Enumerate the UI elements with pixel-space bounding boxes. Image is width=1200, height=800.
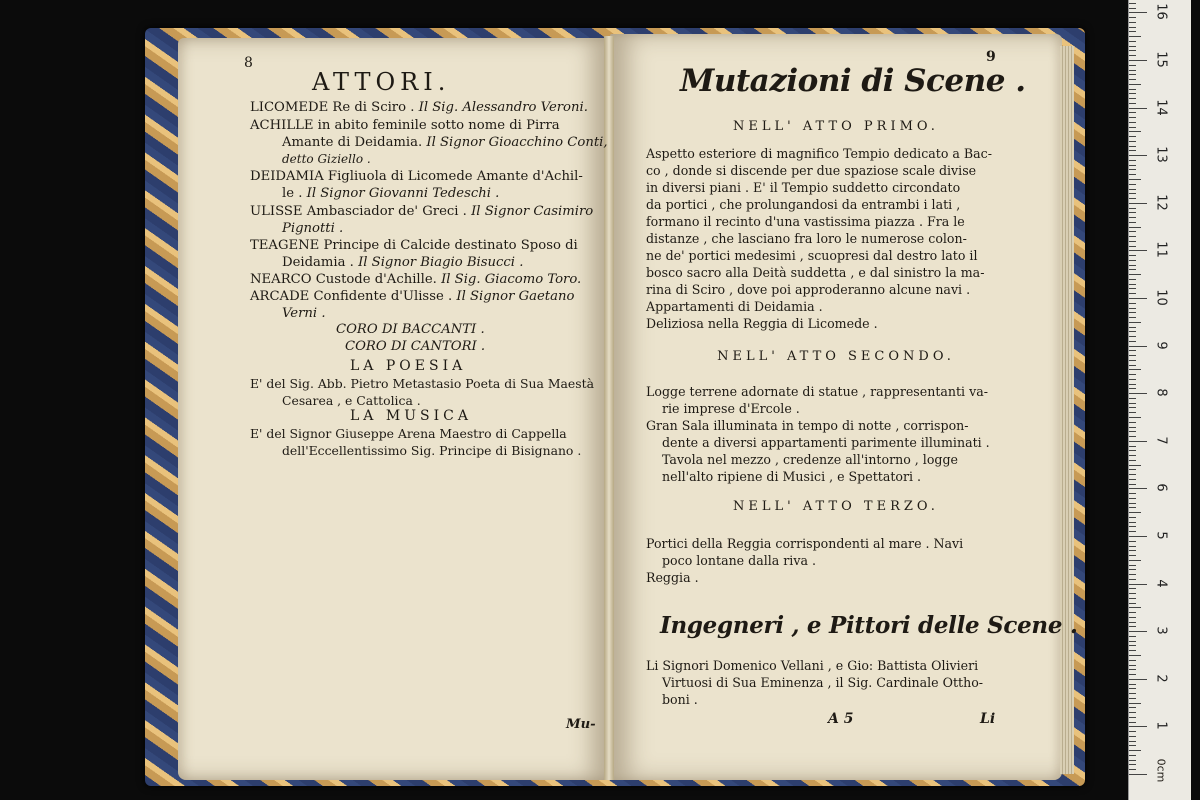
- cast-line: ACHILLE in abito feminile sotto nome di Pirra: [250, 118, 560, 133]
- ruler-tick: [1129, 193, 1136, 194]
- ruler-tick: [1129, 203, 1147, 204]
- ruler-tick: [1129, 22, 1136, 23]
- engineers-title: Ingegneri , e Pittori delle Scene .: [660, 612, 1078, 639]
- ruler-tick: [1129, 612, 1136, 613]
- act2-heading: NELL' ATTO SECONDO.: [717, 349, 955, 364]
- ruler-tick: [1129, 407, 1136, 408]
- ruler-tick: [1129, 474, 1136, 475]
- ruler-tick: [1129, 603, 1136, 604]
- cast-line: Verni .: [282, 306, 326, 321]
- ruler-number: 9: [1153, 340, 1169, 350]
- ruler-tick: [1129, 98, 1136, 99]
- ruler-tick: [1129, 465, 1141, 466]
- ruler-tick: [1129, 774, 1147, 775]
- ruler-tick: [1129, 322, 1141, 323]
- ruler-tick: [1129, 674, 1136, 675]
- ruler-tick: [1129, 208, 1136, 209]
- musica-line: dell'Eccellentissimo Sig. Principe di Bisignano .: [282, 443, 582, 458]
- ruler-tick: [1129, 12, 1147, 13]
- ruler-tick: [1129, 403, 1136, 404]
- act1-line: formano il recinto d'una vastissima piazza . Fra le: [646, 214, 965, 229]
- ruler-tick: [1129, 41, 1136, 42]
- ruler-tick: [1129, 707, 1136, 708]
- engineers-line: Virtuosi di Sua Eminenza , il Sig. Cardinale Ottho-: [662, 675, 984, 690]
- engineers-line: Li Signori Domenico Vellani , e Gio: Battista Olivieri: [646, 658, 979, 673]
- ruler-tick: [1129, 412, 1136, 413]
- ruler-tick: [1129, 565, 1136, 566]
- ruler-tick: [1129, 60, 1147, 61]
- cast-line: ULISSE Ambasciador de' Greci . Il Signor Casimiro: [250, 204, 594, 219]
- ruler-tick: [1129, 312, 1136, 313]
- ruler-tick: [1129, 79, 1136, 80]
- ruler-tick: [1129, 184, 1136, 185]
- act1-line: bosco sacro alla Deità suddetta , e dal sinistro la ma-: [646, 265, 985, 280]
- act1-line: da portici , che prolungandosi da entrambi i lati ,: [646, 197, 961, 212]
- ruler-tick: [1129, 293, 1136, 294]
- ruler-tick: [1129, 36, 1141, 37]
- page-edges: [1060, 46, 1074, 774]
- ruler-tick: [1129, 450, 1136, 451]
- ruler-tick: [1129, 241, 1136, 242]
- cast-line: Deidamia . Il Signor Biagio Bisucci .: [282, 255, 524, 270]
- ruler-tick: [1129, 222, 1136, 223]
- ruler-unit: 0cm: [1154, 758, 1168, 783]
- ruler-tick: [1129, 698, 1136, 699]
- ruler-tick: [1129, 631, 1147, 632]
- ruler-tick: [1129, 369, 1141, 370]
- ruler-tick: [1129, 260, 1136, 261]
- act2-line: rie imprese d'Ercole .: [662, 401, 800, 416]
- cast-line: Amante di Deidamia. Il Signor Gioacchino Conti,: [282, 135, 608, 150]
- ruler-tick: [1129, 546, 1136, 547]
- cast-line: TEAGENE Principe di Calcide destinato Sposo di: [250, 238, 578, 253]
- cast-line: LICOMEDE Re di Sciro . Il Sig. Alessandro Veroni.: [250, 100, 588, 115]
- ruler-tick: [1129, 726, 1147, 727]
- ruler-tick: [1129, 274, 1141, 275]
- ruler-tick: [1129, 3, 1136, 4]
- act1-line: ne de' portici medesimi , scuopresi dal destro lato il: [646, 248, 978, 263]
- act3-line: Reggia .: [646, 570, 699, 585]
- ruler-tick: [1129, 436, 1136, 437]
- ruler-number: 8: [1153, 388, 1169, 397]
- ruler-tick: [1129, 393, 1147, 394]
- ruler-tick: [1129, 579, 1136, 580]
- poesia-line: Cesarea , e Cattolica .: [282, 393, 421, 408]
- ruler-tick: [1129, 250, 1147, 251]
- ruler-tick: [1129, 469, 1136, 470]
- ruler-tick: [1129, 236, 1136, 237]
- ruler-number: 10: [1153, 289, 1169, 306]
- ruler-tick: [1129, 279, 1136, 280]
- ruler-tick: [1129, 112, 1136, 113]
- chorus-bacchantes: CORO DI BACCANTI .: [336, 322, 485, 337]
- ruler-tick: [1129, 745, 1136, 746]
- ruler-tick: [1129, 336, 1136, 337]
- ruler-tick: [1129, 717, 1136, 718]
- ruler-tick: [1129, 308, 1136, 309]
- act1-line: rina di Sciro , dove poi approderanno alcune navi .: [646, 282, 971, 297]
- ruler-tick: [1129, 70, 1136, 71]
- ruler-tick: [1129, 265, 1136, 266]
- ruler-number: 6: [1153, 483, 1169, 493]
- ruler-tick: [1129, 488, 1147, 489]
- ruler-tick: [1129, 541, 1136, 542]
- ruler-tick: [1129, 136, 1136, 137]
- musica-line: E' del Signor Giuseppe Arena Maestro di Cappella: [250, 426, 567, 441]
- ruler-tick: [1129, 722, 1136, 723]
- attori-title: ATTORI.: [312, 68, 451, 96]
- ruler-tick: [1129, 384, 1136, 385]
- ruler-number: 13: [1153, 146, 1169, 163]
- ruler-tick: [1129, 303, 1136, 304]
- ruler-number: 11: [1153, 241, 1169, 259]
- ruler-tick: [1129, 531, 1136, 532]
- ruler-tick: [1129, 574, 1136, 575]
- ruler-tick: [1129, 117, 1136, 118]
- cast-line: le . Il Signor Giovanni Tedeschi .: [282, 186, 500, 201]
- ruler-tick: [1129, 108, 1147, 109]
- ruler-tick: [1129, 150, 1136, 151]
- ruler-tick: [1129, 174, 1136, 175]
- ruler-tick: [1129, 89, 1136, 90]
- ruler-tick: [1129, 169, 1136, 170]
- ruler-tick: [1129, 560, 1141, 561]
- ruler-tick: [1129, 665, 1136, 666]
- ruler-tick: [1129, 231, 1136, 232]
- act2-line: nell'alto ripiene di Musici , e Spettatori .: [662, 469, 922, 484]
- ruler-tick: [1129, 503, 1136, 504]
- ruler-tick: [1129, 641, 1136, 642]
- ruler-tick: [1129, 55, 1136, 56]
- ruler-number: 4: [1153, 578, 1169, 588]
- ruler-tick: [1129, 655, 1141, 656]
- ruler-tick: [1129, 350, 1136, 351]
- act2-line: Logge terrene adornate di statue , rappresentanti va-: [646, 384, 988, 399]
- ruler-tick: [1129, 317, 1136, 318]
- ruler-tick: [1129, 460, 1136, 461]
- left-catchword: Mu-: [566, 717, 596, 732]
- right-page-number: 9: [986, 49, 996, 65]
- cast-line: DEIDAMIA Figliuola di Licomede Amante d'Achil-: [250, 169, 583, 184]
- measuring-ruler: [1128, 0, 1191, 800]
- ruler-tick: [1129, 607, 1141, 608]
- ruler-tick: [1129, 8, 1136, 9]
- ruler-tick: [1129, 17, 1136, 18]
- ruler-number: 14: [1153, 98, 1169, 116]
- ruler-tick: [1129, 212, 1136, 213]
- poesia-heading: LA POESIA: [350, 358, 467, 374]
- ruler-tick: [1129, 217, 1136, 218]
- engineers-line: boni .: [662, 692, 698, 707]
- ruler-tick: [1129, 569, 1136, 570]
- ruler-tick: [1129, 179, 1141, 180]
- ruler-tick: [1129, 189, 1136, 190]
- right-catchword: Li: [980, 711, 996, 727]
- ruler-tick: [1129, 750, 1141, 751]
- ruler-tick: [1129, 131, 1141, 132]
- ruler-tick: [1129, 284, 1136, 285]
- ruler-tick: [1129, 660, 1136, 661]
- ruler-tick: [1129, 446, 1136, 447]
- ruler-tick: [1129, 736, 1136, 737]
- ruler-tick: [1129, 431, 1136, 432]
- ruler-tick: [1129, 703, 1141, 704]
- chorus-singers: CORO DI CANTORI .: [345, 339, 486, 354]
- ruler-tick: [1129, 693, 1136, 694]
- ruler-tick: [1129, 74, 1136, 75]
- ruler-number: 3: [1153, 626, 1169, 635]
- ruler-tick: [1129, 645, 1136, 646]
- ruler-number: 16: [1153, 3, 1169, 21]
- ruler-tick: [1129, 522, 1136, 523]
- ruler-tick: [1129, 741, 1136, 742]
- ruler-tick: [1129, 669, 1136, 670]
- ruler-tick: [1129, 341, 1136, 342]
- ruler-tick: [1129, 498, 1136, 499]
- ruler-tick: [1129, 374, 1136, 375]
- ruler-tick: [1129, 398, 1136, 399]
- ruler-tick: [1129, 146, 1136, 147]
- ruler-tick: [1129, 684, 1136, 685]
- ruler-tick: [1129, 46, 1136, 47]
- ruler-tick: [1129, 679, 1147, 680]
- ruler-tick: [1129, 379, 1136, 380]
- musica-heading: LA MUSICA: [350, 408, 472, 424]
- ruler-tick: [1129, 355, 1136, 356]
- ruler-tick: [1129, 288, 1136, 289]
- cast-line: ARCADE Confidente d'Ulisse . Il Signor Gaetano: [250, 289, 575, 304]
- act1-line: Aspetto esteriore di magnifico Tempio dedicato a Bac-: [646, 146, 992, 161]
- ruler-number: 7: [1153, 436, 1169, 445]
- ruler-tick: [1129, 417, 1141, 418]
- cast-line: Pignotti .: [282, 221, 344, 236]
- ruler-tick: [1129, 617, 1136, 618]
- act2-line: Tavola nel mezzo , credenze all'intorno , logge: [662, 452, 958, 467]
- ruler-tick: [1129, 198, 1136, 199]
- ruler-tick: [1129, 31, 1136, 32]
- ruler-tick: [1129, 484, 1136, 485]
- ruler-tick: [1129, 122, 1136, 123]
- ruler-tick: [1129, 479, 1136, 480]
- ruler-tick: [1129, 550, 1136, 551]
- act3-line: Portici della Reggia corrispondenti al mare . Navi: [646, 536, 964, 551]
- ruler-tick: [1129, 731, 1136, 732]
- ruler-tick: [1129, 346, 1147, 347]
- ruler-tick: [1129, 455, 1136, 456]
- act1-heading: NELL' ATTO PRIMO.: [733, 119, 939, 134]
- ruler-tick: [1129, 636, 1136, 637]
- act2-line: Gran Sala illuminata in tempo di notte , corrispon-: [646, 418, 969, 433]
- ruler-tick: [1129, 536, 1147, 537]
- ruler-tick: [1129, 50, 1136, 51]
- ruler-tick: [1129, 588, 1136, 589]
- ruler-tick: [1129, 165, 1136, 166]
- ruler-tick: [1129, 764, 1136, 765]
- act3-line: poco lontane dalla riva .: [662, 553, 816, 568]
- act1-line: co , donde si discende per due spaziose scale divise: [646, 163, 977, 178]
- ruler-tick: [1129, 365, 1136, 366]
- ruler-tick: [1129, 65, 1136, 66]
- act2-line: dente a diversi appartamenti parimente illuminati .: [662, 435, 990, 450]
- ruler-tick: [1129, 598, 1136, 599]
- ruler-tick: [1129, 507, 1136, 508]
- ruler-tick: [1129, 27, 1136, 28]
- ruler-number: 1: [1153, 721, 1169, 731]
- ruler-tick: [1129, 388, 1136, 389]
- ruler-tick: [1129, 155, 1147, 156]
- ruler-number: 12: [1153, 194, 1169, 211]
- ruler-tick: [1129, 622, 1136, 623]
- ruler-tick: [1129, 331, 1136, 332]
- mutazioni-title: Mutazioni di Scene .: [680, 63, 1026, 99]
- ruler-tick: [1129, 84, 1141, 85]
- ruler-tick: [1129, 760, 1136, 761]
- ruler-number: 5: [1153, 531, 1169, 540]
- ruler-tick: [1129, 127, 1136, 128]
- ruler-number: 2: [1153, 674, 1169, 683]
- ruler-tick: [1129, 626, 1136, 627]
- signature-mark: A 5: [828, 711, 854, 727]
- ruler-tick: [1129, 517, 1136, 518]
- ruler-tick: [1129, 593, 1136, 594]
- ruler-tick: [1129, 141, 1136, 142]
- ruler-number: 15: [1153, 51, 1169, 68]
- ruler-tick: [1129, 712, 1136, 713]
- ruler-tick: [1129, 227, 1141, 228]
- act3-heading: NELL' ATTO TERZO.: [733, 499, 939, 514]
- act1-line: Deliziosa nella Reggia di Licomede .: [646, 316, 878, 331]
- ruler-tick: [1129, 427, 1136, 428]
- ruler-tick: [1129, 360, 1136, 361]
- ruler-tick: [1129, 650, 1136, 651]
- ruler-tick: [1129, 160, 1136, 161]
- ruler-tick: [1129, 246, 1136, 247]
- left-page-number: 8: [244, 55, 253, 71]
- ruler-tick: [1129, 526, 1136, 527]
- act1-line: Appartamenti di Deidamia .: [646, 299, 823, 314]
- ruler-tick: [1129, 688, 1136, 689]
- ruler-tick: [1129, 441, 1147, 442]
- ruler-tick: [1129, 327, 1136, 328]
- ruler-tick: [1129, 298, 1147, 299]
- ruler-tick: [1129, 93, 1136, 94]
- act1-line: in diversi piani . E' il Tempio suddetto circondato: [646, 180, 961, 195]
- ruler-tick: [1129, 269, 1136, 270]
- ruler-tick: [1129, 769, 1136, 770]
- poesia-line: E' del Sig. Abb. Pietro Metastasio Poeta di Sua Maestà: [250, 376, 594, 391]
- ruler-tick: [1129, 512, 1141, 513]
- ruler-tick: [1129, 755, 1136, 756]
- ruler-tick: [1129, 555, 1136, 556]
- ruler-tick: [1129, 584, 1147, 585]
- ruler-tick: [1129, 422, 1136, 423]
- act1-line: distanze , che lasciano fra loro le numerose colon-: [646, 231, 967, 246]
- cast-line: detto Giziello .: [282, 152, 371, 166]
- ruler-tick: [1129, 103, 1136, 104]
- cast-line: NEARCO Custode d'Achille. Il Sig. Giacomo Toro.: [250, 272, 582, 287]
- ruler-tick: [1129, 255, 1136, 256]
- ruler-tick: [1129, 493, 1136, 494]
